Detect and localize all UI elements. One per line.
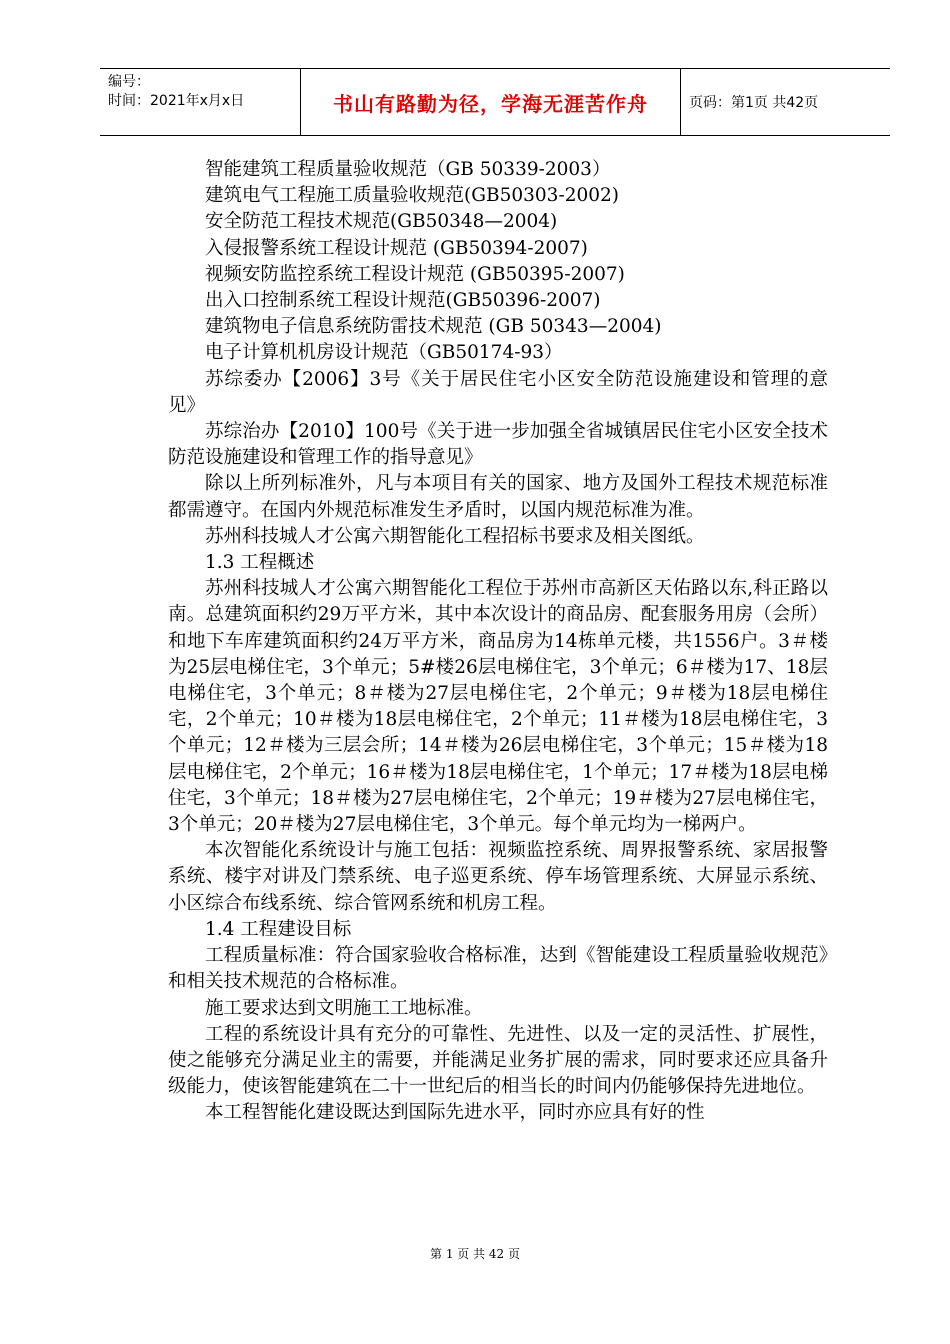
page-header xyxy=(100,68,890,136)
paragraph: 工程质量标准：符合国家验收合格标准，达到《智能建设工程质量验收规范》和相关技术规范的合格标准。 xyxy=(168,945,828,993)
paragraph: 工程的系统设计具有充分的可靠性、先进性、以及一定的灵活性、扩展性，使之能够充分满足业主的需要，并能满足业务扩展的需求，同时要求还应具备升级能力，使该智能建筑在二十一世纪后的相当长的时间内仍能够保持先进地位。 xyxy=(168,1023,828,1098)
paragraph: 苏综治办【2010】100号《关于进一步加强全省城镇居民住宅小区安全技术防范设施建设和管理工作的指导意见》 xyxy=(168,421,828,469)
paragraph: 除以上所列标准外，凡与本项目有关的国家、地方及国外工程技术规范标准都需遵守。在国内外规范标准发生矛盾时，以国内规范标准为准。 xyxy=(168,473,828,521)
paragraph: 苏综委办【2006】3号《关于居民住宅小区安全防范设施建设和管理的意见》 xyxy=(168,368,828,416)
paragraph: 电子计算机机房设计规范（GB50174-93） xyxy=(205,342,563,364)
paragraph: 苏州科技城人才公寓六期智能化工程位于苏州市高新区天佑路以东,科正路以南。总建筑面积约29万平方米，其中本次设计的商品房、配套服务用房（会所）和地下车库建筑面积约24万平方米，商品房为14栋单元楼，共1556户。3＃楼为25层电梯住宅，3个单元；5#楼26层电梯住宅，3个单元；6＃楼为17、18层电梯住宅，3个单元；8＃楼为27层电梯住宅，2个单元；9＃楼为18层电梯住宅，2个单元；10＃楼为18层电梯住宅，2个单元；11＃楼为18层电梯住宅，3个单元；12＃楼为三层会所；14＃楼为26层电梯住宅，3个单元；15＃楼为18层电梯住宅，2个单元；16＃楼为18层电梯住宅，1个单元；17＃楼为18层电梯住宅，3个单元；18＃楼为27层电梯住宅，2个单元；19＃楼为27层电梯住宅，3个单元；20＃楼为27层电梯住宅，3个单元。每个单元均为一梯两户。 xyxy=(168,578,828,836)
paragraph: 入侵报警系统工程设计规范 (GB50394-2007) xyxy=(205,237,588,259)
paragraph: 施工要求达到文明施工工地标准。 xyxy=(205,997,483,1019)
paragraph: 安全防范工程技术规范(GB50348—2004) xyxy=(205,211,558,233)
section-heading: 1.3 工程概述 xyxy=(205,552,315,574)
page-footer: 第 1 页 共 42 页 xyxy=(430,1247,520,1261)
paragraph: 视频安防监控系统工程设计规范 (GB50395-2007) xyxy=(205,263,625,285)
paragraph: 智能建筑工程质量验收规范（GB 50339-2003） xyxy=(205,159,611,180)
paragraph: 本工程智能化建设既达到国际先进水平，同时亦应具有好的性 xyxy=(205,1102,705,1124)
header-page-label: 页码：第1页 共42页 xyxy=(689,95,819,111)
paragraph: 本次智能化系统设计与施工包括：视频监控系统、周界报警系统、家居报警系统、楼宇对讲及门禁系统、电子巡更系统、停车场管理系统、大屏显示系统、小区综合布线系统、综合管网系统和机房工程。 xyxy=(168,840,828,914)
document-body xyxy=(168,157,828,1127)
document-number-label: 编号： xyxy=(108,74,150,90)
section-heading: 1.4 工程建设目标 xyxy=(205,918,352,940)
header-motto: 书山有路勤为径，学海无涯苦作舟 xyxy=(301,69,681,135)
paragraph: 出入口控制系统工程设计规范(GB50396-2007) xyxy=(205,290,601,312)
document-time-label: 时间：2021年x月x日 xyxy=(108,93,245,109)
paragraph: 建筑电气工程施工质量验收规范(GB50303-2002) xyxy=(205,185,619,207)
paragraph: 苏州科技城人才公寓六期智能化工程招标书要求及相关图纸。 xyxy=(205,525,705,547)
paragraph: 建筑物电子信息系统防雷技术规范 (GB 50343—2004) xyxy=(205,316,662,338)
header-meta xyxy=(100,69,301,135)
